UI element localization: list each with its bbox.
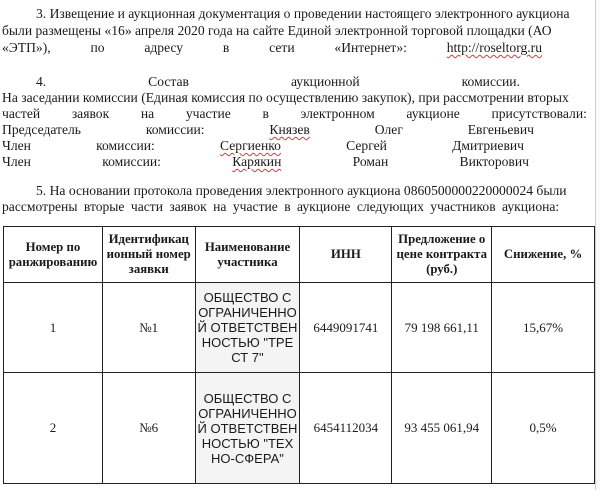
word: сети <box>269 40 295 55</box>
header-inn: ИНН <box>300 227 392 283</box>
member-name: Сергей <box>346 138 387 153</box>
word: 4. <box>36 74 47 89</box>
word: участие <box>185 106 231 121</box>
header-price: Предложение о цене контракта (руб.) <box>392 227 492 283</box>
member-patronymic: Евгеньевич <box>467 122 534 137</box>
word: частей <box>2 106 41 121</box>
roseltorg-link[interactable]: http://roseltorg.ru <box>446 40 542 55</box>
member-role: Член <box>2 154 31 169</box>
section3-line2: были размещены «16» апреля 2020 года на сайте Единой электронной торговой площадки (АО <box>2 23 552 38</box>
cell-application-id: №1 <box>102 283 195 373</box>
section5-line1: 5. На основании протокола проведения электронного аукциона 0860500000220000024 были <box>36 183 567 198</box>
cell-application-id: №6 <box>102 373 195 484</box>
cell-reduction: 15,67% <box>492 283 595 373</box>
member-label: комиссии: <box>102 154 161 169</box>
word: электронном <box>300 106 375 121</box>
cell-inn: 6454112034 <box>300 373 392 484</box>
section3-line3 <box>2 40 542 56</box>
cell-participant: ОБЩЕСТВО С ОГРАНИЧЕННОЙ ОТВЕТСТВЕННОСТЬЮ "ТРЕСТ 7" <box>195 283 300 373</box>
word: в <box>222 40 230 55</box>
table-row <box>4 283 595 373</box>
word: адресу <box>144 40 184 55</box>
table-row <box>4 373 595 484</box>
section5-line2: рассмотрены вторые части заявок на участие в аукционе следующих участников аукциона: <box>2 199 560 214</box>
word: «Интернет»: <box>334 40 407 55</box>
member-surname: Сергиенко <box>220 138 281 153</box>
member-label: комиссии: <box>145 122 205 137</box>
word: в <box>262 106 269 121</box>
table-header-row <box>4 227 595 283</box>
word: аукционе <box>406 106 460 121</box>
member-role: Председатель <box>2 122 81 137</box>
word: «ЭТП»), <box>2 40 51 55</box>
word: аукционной <box>290 74 360 89</box>
member-name: Олег <box>374 122 403 137</box>
cell-reduction: 0,5% <box>492 373 595 484</box>
cell-rank: 2 <box>4 373 103 484</box>
participants-table <box>3 226 595 484</box>
word: присутствовали: <box>491 106 587 121</box>
cell-rank: 1 <box>4 283 103 373</box>
word: по <box>90 40 105 55</box>
word: заявок <box>71 106 110 121</box>
cell-price: 79 198 661,11 <box>392 283 492 373</box>
member-patronymic: Дмитриевич <box>452 138 524 153</box>
section4-heading <box>2 74 520 90</box>
header-participant: Наименование участника <box>195 227 300 283</box>
member-name: Роман <box>352 154 389 169</box>
member-label: комиссии: <box>96 138 155 153</box>
word: Состав <box>148 74 189 89</box>
section3-line1: 3. Извещение и аукционная документация о проведении настоящего электронного аукциона <box>36 6 570 21</box>
section4-line3 <box>2 106 587 122</box>
cell-inn: 6449091741 <box>300 283 392 373</box>
cell-participant: ОБЩЕСТВО С ОГРАНИЧЕННОЙ ОТВЕТСТВЕННОСТЬЮ "ТЕХНО-СФЕРА" <box>195 373 300 484</box>
commission-member-3 <box>2 154 529 170</box>
commission-member-chair <box>2 122 534 138</box>
cell-price: 93 455 061,94 <box>392 373 492 484</box>
member-surname: Князев <box>269 122 310 137</box>
header-application-id: Идентификационный номер заявки <box>102 227 195 283</box>
header-reduction: Снижение, % <box>492 227 595 283</box>
header-rank: Номер по ранжированию <box>4 227 103 283</box>
member-patronymic: Викторович <box>459 154 529 169</box>
commission-member-2 <box>2 138 524 154</box>
member-role: Член <box>2 138 31 153</box>
member-surname: Карякин <box>232 154 282 169</box>
section4-line2: На заседании комиссии (Единая комиссия по осуществлению закупок), при рассмотрении вторых <box>2 90 569 105</box>
word: на <box>140 106 155 121</box>
word: комиссии. <box>461 74 520 89</box>
